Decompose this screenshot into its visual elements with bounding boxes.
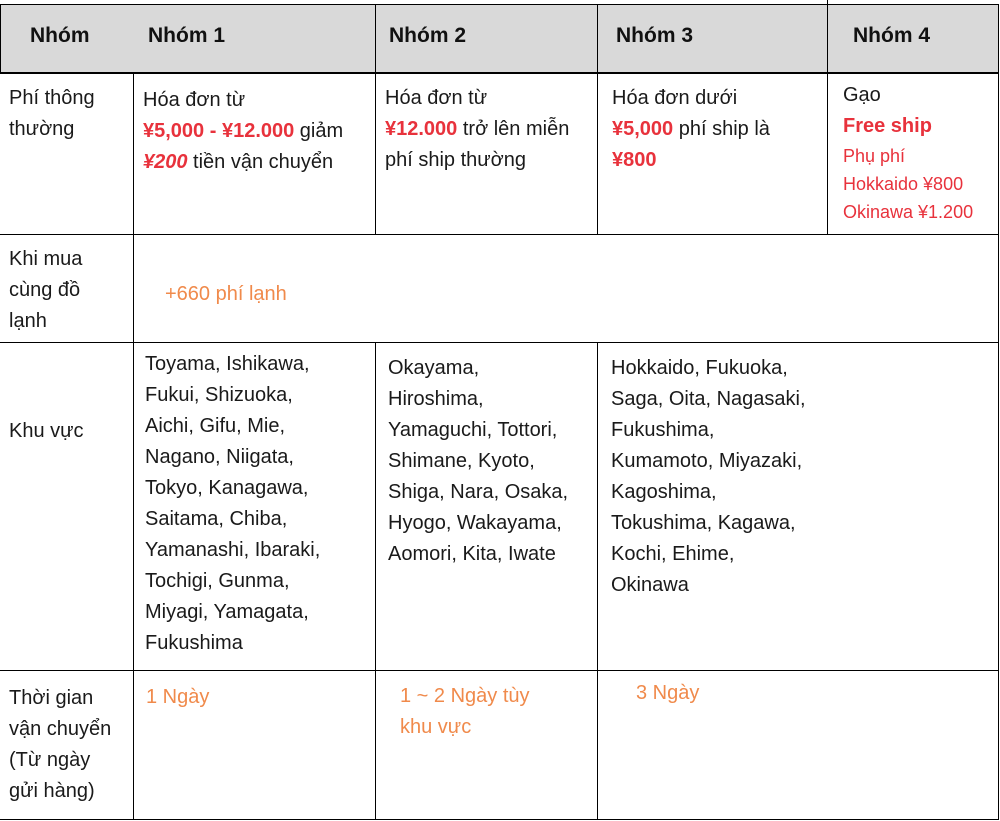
time-group-3: 3 Ngày bbox=[636, 682, 700, 704]
header-group-1: Nhóm 1 bbox=[148, 24, 226, 47]
row-divider-3 bbox=[0, 670, 999, 671]
fee-row-label: Phí thông thường bbox=[9, 87, 95, 140]
cold-fee-value: +660 phí lạnh bbox=[165, 283, 287, 305]
cold-row-label: Khi mua cùng đồ lạnh bbox=[9, 248, 83, 332]
area-line: Tokyo, Kanagawa, bbox=[145, 477, 309, 499]
area-line: Fukui, Shizuoka, bbox=[145, 384, 293, 406]
time-group-2: 1 ~ 2 Ngày tùy khu vực bbox=[400, 685, 530, 738]
col-divider-2-lower bbox=[375, 342, 376, 820]
area-line: Tochigi, Gunma, bbox=[145, 570, 290, 592]
col-divider-3-lower bbox=[597, 342, 598, 820]
area-group-2 bbox=[388, 353, 568, 570]
area-line: Kumamoto, Miyazaki, bbox=[611, 450, 803, 472]
area-line: Aichi, Gifu, Mie, bbox=[145, 415, 286, 437]
fee-group-4: Gạo Free ship Phụ phí Hokkaido ¥800 Okinawa ¥1.200 bbox=[843, 84, 974, 222]
area-line: Kochi, Ehime, bbox=[611, 543, 735, 565]
col-divider-3-fee bbox=[597, 74, 598, 234]
area-row-label: Khu vực bbox=[9, 420, 84, 442]
header-group-3: Nhóm 3 bbox=[616, 24, 694, 47]
area-line: Yamanashi, Ibaraki, bbox=[145, 539, 321, 561]
area-line: Saitama, Chiba, bbox=[145, 508, 288, 530]
area-line: Toyama, Ishikawa, bbox=[145, 353, 310, 375]
area-line: Nagano, Niigata, bbox=[145, 446, 294, 468]
area-line: Okayama, bbox=[388, 357, 480, 379]
fee-group-1: Hóa đơn từ ¥5,000 - ¥12.000 giảm ¥200 tiền vận chuyển bbox=[143, 89, 344, 173]
col-divider-4-header bbox=[827, 0, 828, 72]
area-line: Yamaguchi, Tottori, bbox=[388, 419, 558, 441]
area-group-3 bbox=[611, 353, 806, 601]
col-divider-3-header bbox=[597, 4, 598, 72]
col-divider-4-fee bbox=[827, 74, 828, 234]
area-line: Shiga, Nara, Osaka, bbox=[388, 481, 569, 503]
area-line: Fukushima, bbox=[611, 419, 715, 441]
fee-group-2: Hóa đơn từ ¥12.000 trở lên miễn phí ship thường bbox=[385, 87, 570, 171]
area-line: Saga, Oita, Nagasaki, bbox=[611, 388, 806, 410]
area-line: Miyagi, Yamagata, bbox=[145, 601, 309, 623]
row-divider-2 bbox=[0, 342, 999, 343]
area-line: Fukushima bbox=[145, 632, 243, 654]
area-line: Tokushima, Kagawa, bbox=[611, 512, 796, 534]
area-line: Aomori, Kita, Iwate bbox=[388, 543, 556, 565]
table-border-bottom bbox=[0, 819, 999, 820]
row-divider-1 bbox=[0, 234, 999, 235]
table-border-top bbox=[0, 4, 999, 5]
fee-group-3: Hóa đơn dưới ¥5,000 phí ship là ¥800 bbox=[612, 87, 770, 171]
col-divider-2-header bbox=[375, 4, 376, 72]
header-group-label: Nhóm bbox=[30, 24, 90, 47]
area-group-1 bbox=[145, 349, 320, 659]
time-row-label: Thời gian vận chuyển (Từ ngày gửi hàng) bbox=[9, 687, 112, 802]
time-group-1: 1 Ngày bbox=[146, 686, 210, 708]
area-line: Shimane, Kyoto, bbox=[388, 450, 535, 472]
area-line: Hyogo, Wakayama, bbox=[388, 512, 562, 534]
col-divider-2-fee bbox=[375, 74, 376, 234]
area-line: Hiroshima, bbox=[388, 388, 484, 410]
area-line: Kagoshima, bbox=[611, 481, 717, 503]
area-line: Hokkaido, Fukuoka, bbox=[611, 357, 788, 379]
table-border-right bbox=[998, 4, 999, 820]
header-divider bbox=[0, 72, 999, 74]
header-group-4: Nhóm 4 bbox=[853, 24, 931, 47]
col-divider-1 bbox=[133, 72, 134, 820]
header-group-2: Nhóm 2 bbox=[389, 24, 467, 47]
area-line: Okinawa bbox=[611, 574, 689, 596]
table-border-left bbox=[0, 4, 1, 72]
